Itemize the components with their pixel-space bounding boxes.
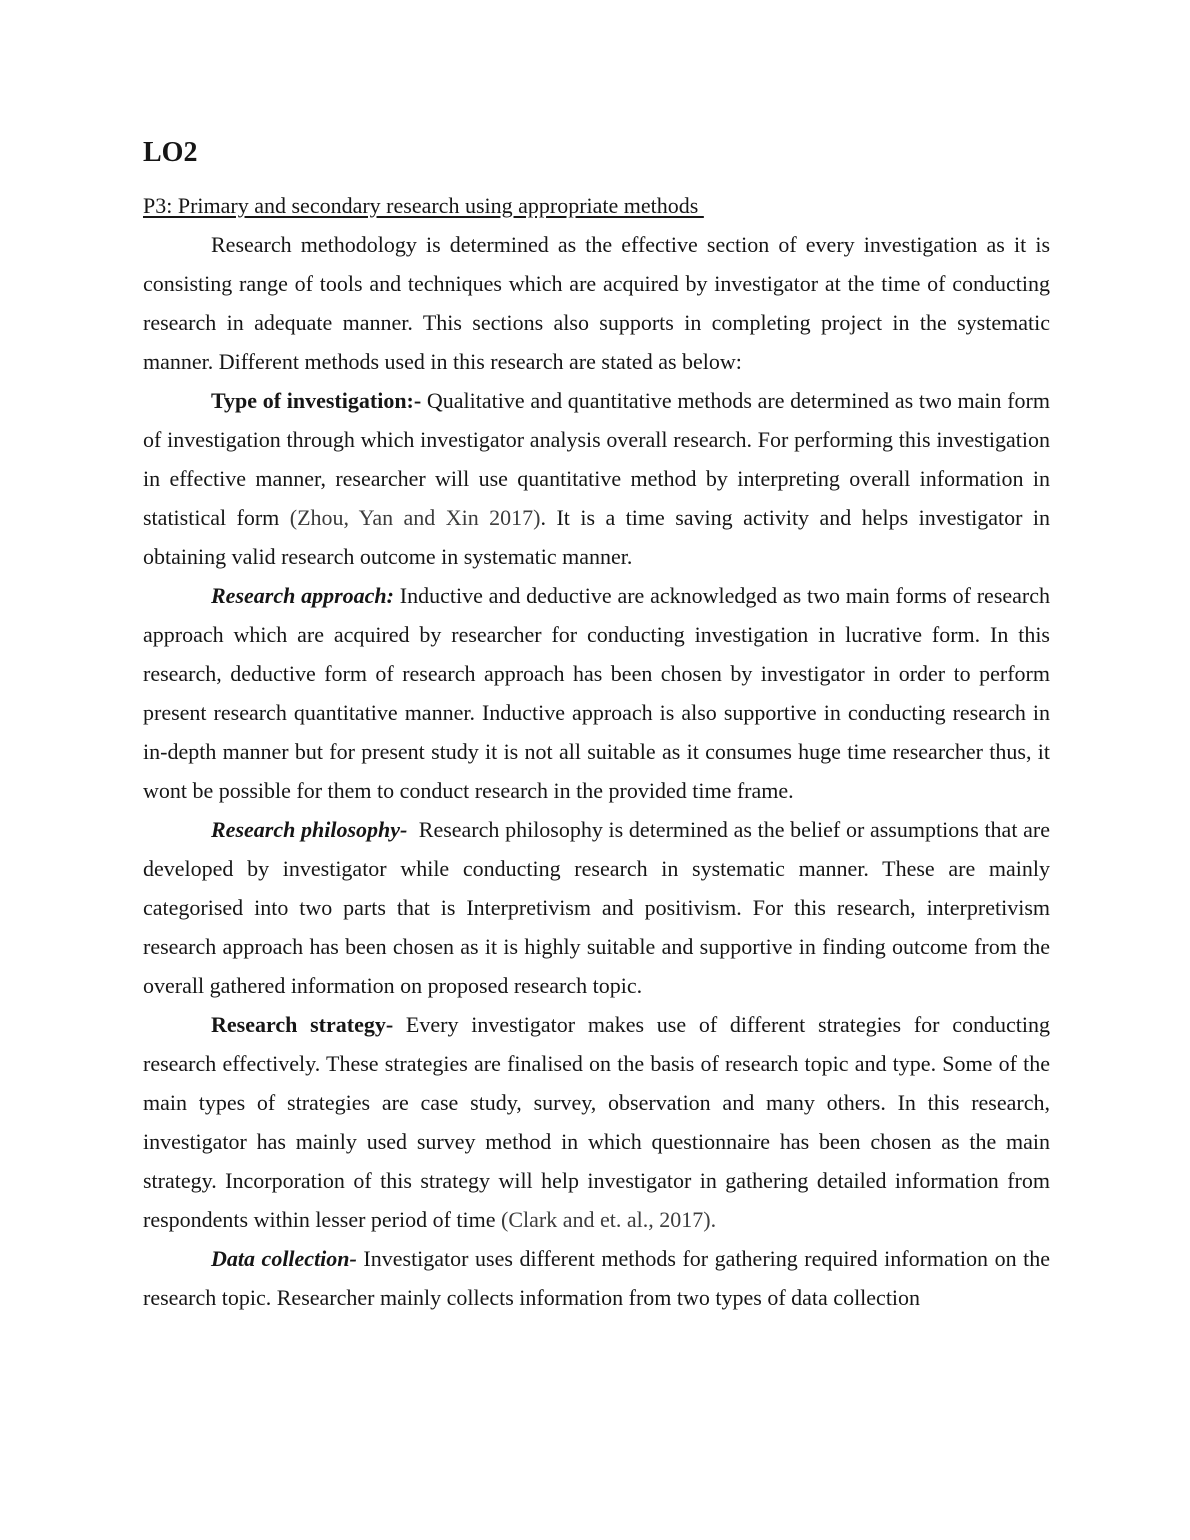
paragraph — [143, 381, 1050, 576]
text-run: Inductive and deductive are acknowledged as two main forms of research approach which are acquired by researcher for conducting investigation in lucrative form. In this research, deductive form of research approach has been chosen by investigator in order to perform present research quantitative manner. Inductive approach is also supportive in conducting research in in-depth manner but for present study it is not all suitable as it consumes huge time researcher thus, it wont be possible for them to conduct research in the provided time frame. — [143, 583, 1050, 803]
paragraph — [143, 1005, 1050, 1239]
paragraph — [143, 576, 1050, 810]
section-heading — [143, 186, 1050, 225]
citation-text: (Zhou, Yan and Xin 2017) — [289, 505, 541, 530]
citation-text: (Clark and et. al., 2017). — [501, 1207, 717, 1232]
text-run: Research philosophy is determined as the belief or assumptions that are developed by investigator while conducting research in systematic manner. These are mainly categorised into two parts that is Interpretivism and positivism. For this research, interpretivism research approach has been chosen as it is highly suitable and supportive in finding outcome from the overall gathered information on proposed research topic. — [143, 817, 1050, 998]
paragraph-label: Research strategy- — [211, 1012, 394, 1037]
text-run: . It is a time saving activity and helps investigator in obtaining valid research outcome in systematic manner. — [143, 505, 1051, 569]
text-run: Qualitative and quantitative methods are determined as two main form of investigation through which investigator analysis overall research. For performing this investigation in effective manner, researcher will use quantitative method by interpreting overall information in statistical form — [143, 388, 1050, 530]
text-run: Investigator uses different methods for gathering required information on the research topic. Researcher mainly collects information from two types of data collection — [143, 1246, 1050, 1310]
paragraph-label: Research philosophy- — [211, 817, 408, 842]
paragraph-label: Data collection- — [211, 1246, 357, 1271]
section-title: LO2 — [143, 137, 198, 168]
text-run: Research methodology is determined as the effective section of every investigation as it is consisting range of tools and techniques which are acquired by investigator at the time of conducting research in adequate manner. This sections also supports in completing project in the systematic manner. Different methods used in this research are stated as below: — [143, 232, 1050, 374]
paragraph — [143, 225, 1050, 381]
paragraph-label: Type of investigation:- — [211, 388, 422, 413]
text-run: Every investigator makes use of different strategies for conducting research effectively. These strategies are finalised on the basis of research topic and type. Some of the main types of strategies are case study, survey, observation and many others. In this research, investigator has mainly used survey method in which questionnaire has been chosen as the main strategy. Incorporation of this strategy will help investigator in gathering detailed information from respondents within lesser period of time — [143, 1012, 1050, 1232]
paragraph-label: Research approach: — [211, 583, 394, 608]
section-heading-text: P3: Primary and secondary research using appropriate methods — [143, 193, 704, 218]
paragraph — [143, 1239, 1050, 1317]
paragraph — [143, 810, 1050, 1005]
